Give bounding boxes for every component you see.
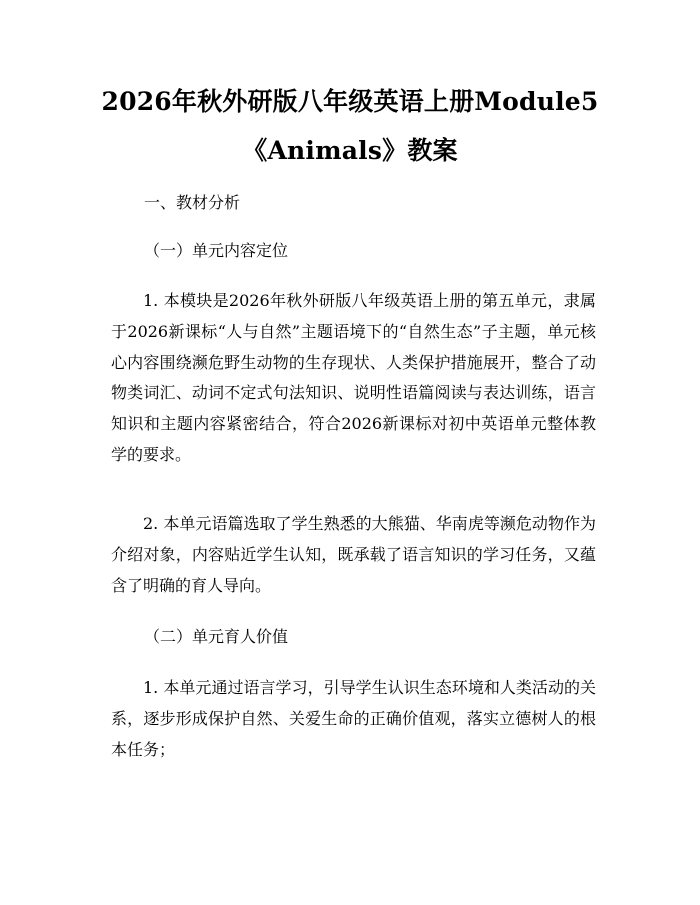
- document-title-line-1: 2026年秋外研版八年级英语上册Module5: [101, 87, 599, 116]
- paragraph-unit-positioning-2: 2. 本单元语篇选取了学生熟悉的大熊猫、华南虎等濒危动物作为介绍对象，内容贴近学生认知，既承载了语言知识的学习任务，又蕴含了明确的育人导向。: [111, 514, 596, 595]
- subsection-heading-educational-value: （二）单元育人价值: [144, 627, 289, 646]
- document-title-line-2: 《Animals》教案: [242, 136, 458, 165]
- paragraph-unit-positioning-1: 1. 本模块是2026年秋外研版八年级英语上册的第五单元，隶属于2026新课标“人与自然”主题语境下的“自然生态”子主题，单元核心内容围绕濒危野生动物的生存现状、人类保护措施展开，整合了动物类词汇、动词不定式句法知识、说明性语篇阅读与表达训练，语言知识和主题内容紧密结合，符合2026新课标对初中英语单元整体教学的要求。: [111, 291, 596, 464]
- paragraph-educational-value-1: 1. 本单元通过语言学习，引导学生认识生态环境和人类活动的关系，逐步形成保护自然、关爱生命的正确价值观，落实立德树人的根本任务；: [111, 678, 596, 759]
- section-heading-textbook-analysis: 一、教材分析: [144, 193, 241, 212]
- subsection-heading-unit-positioning: （一）单元内容定位: [144, 241, 289, 260]
